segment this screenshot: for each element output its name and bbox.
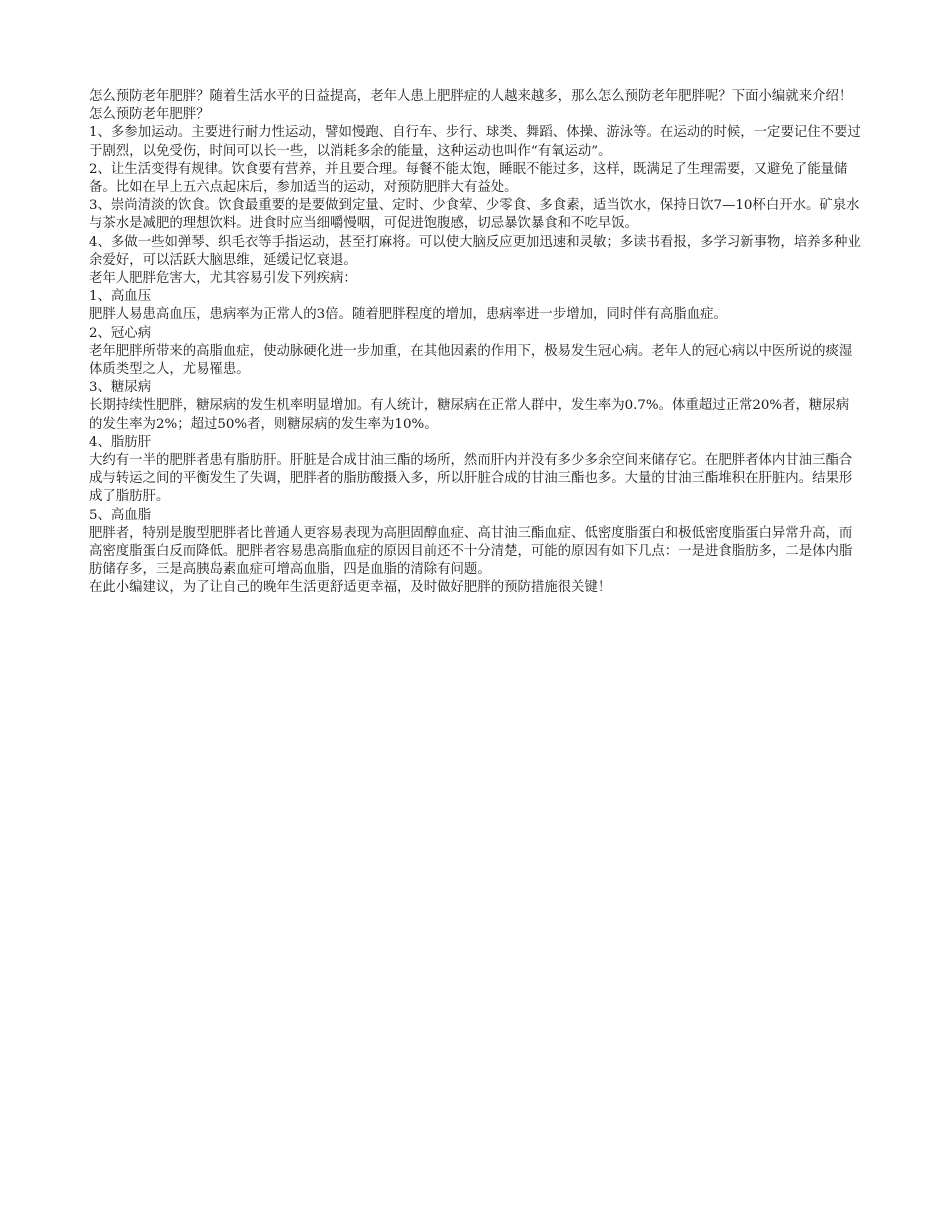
prevention-item-1: 1、多参加运动。主要进行耐力性运动，譬如慢跑、自行车、步行、球类、舞蹈、体操、游泳等。在运动的时候，一定要记住不要过于剧烈，以免受伤，时间可以长一些，以消耗多余的能量，这种运动也叫作“有氧运动”。	[89, 125, 861, 159]
document-body	[89, 88, 861, 598]
disease-text-fatty-liver: 大约有一半的肥胖者患有脂肪肝。肝脏是合成甘油三酯的场所，然而肝内并没有多少多余空间来储存它。在肥胖者体内甘油三酯合成与转运之间的平衡发生了失调，肥胖者的脂肪酸摄入多，所以肝脏合成的甘油三酯也多。大量的甘油三酯堆积在肝脏内。结果形成了脂肪肝。	[89, 453, 853, 505]
disease-text-hyperlipidemia: 肥胖者，特别是腹型肥胖者比普通人更容易表现为高胆固醇血症、高甘油三酯血症、低密度脂蛋白和极低密度脂蛋白异常升高，而高密度脂蛋白反而降低。肥胖者容易患高脂血症的原因目前还不十分清楚，可能的原因有如下几点：一是进食脂肪多，二是体内脂肪储存多，三是高胰岛素血症可增高血脂，四是血脂的清除有问题。	[89, 525, 853, 578]
disease-heading-coronary: 2、冠心病	[89, 325, 152, 341]
section-heading-risks: 老年人肥胖危害大，尤其容易引发下列疾病：	[89, 271, 357, 287]
disease-text-coronary: 老年肥胖所带来的高脂血症，使动脉硬化进一步加重，在其他因素的作用下，极易发生冠心病。老年人的冠心病以中医所说的痰湿体质类型之人，尤易罹患。	[89, 343, 853, 378]
disease-text-diabetes: 长期持续性肥胖，糖尿病的发生机率明显增加。有人统计，糖尿病在正常人群中，发生率为0.7%。体重超过正常20%者，糖尿病的发生率为2%；超过50%者，则糖尿病的发生率为10%。	[89, 398, 850, 432]
disease-heading-hypertension: 1、高血压	[89, 289, 152, 305]
prevention-item-2: 2、让生活变得有规律。饮食要有营养，并且要合理。每餐不能太饱，睡眠不能过多，这样，既满足了生理需要，又避免了能量储备。比如在早上五六点起床后，参加适当的运动，对预防肥胖大有益处。	[89, 161, 848, 196]
intro-paragraph: 怎么预防老年肥胖？随着生活水平的日益提高，老年人患上肥胖症的人越来越多，那么怎么预防老年肥胖呢？下面小编就来介绍！	[89, 89, 853, 104]
disease-heading-hyperlipidemia: 5、高血脂	[89, 507, 152, 523]
conclusion-paragraph: 在此小编建议，为了让自己的晚年生活更舒适更幸福，及时做好肥胖的预防措施很关键！	[89, 580, 612, 596]
section-heading-prevention: 怎么预防老年肥胖？	[89, 107, 210, 123]
prevention-item-4: 4、多做一些如弹琴、织毛衣等手指运动，甚至打麻将。可以使大脑反应更加迅速和灵敏；多读书看报，多学习新事物，培养多种业余爱好，可以活跃大脑思维，延缓记忆衰退。	[89, 234, 861, 268]
prevention-item-3: 3、崇尚清淡的饮食。饮食最重要的是要做到定量、定时、少食荤、少零食、多食素，适当饮水，保持日饮7—10杯白开水。矿泉水与茶水是减肥的理想饮料。进食时应当细嚼慢咽，可促进饱腹感，切忌暴饮暴食和不吃早饭。	[89, 198, 860, 232]
disease-text-hypertension: 肥胖人易患高血压，患病率为正常人的3倍。随着肥胖程度的增加，患病率进一步增加，同时伴有高脂血症。	[89, 307, 727, 323]
disease-heading-diabetes: 3、糖尿病	[89, 380, 152, 396]
disease-heading-fatty-liver: 4、脂肪肝	[89, 434, 152, 450]
